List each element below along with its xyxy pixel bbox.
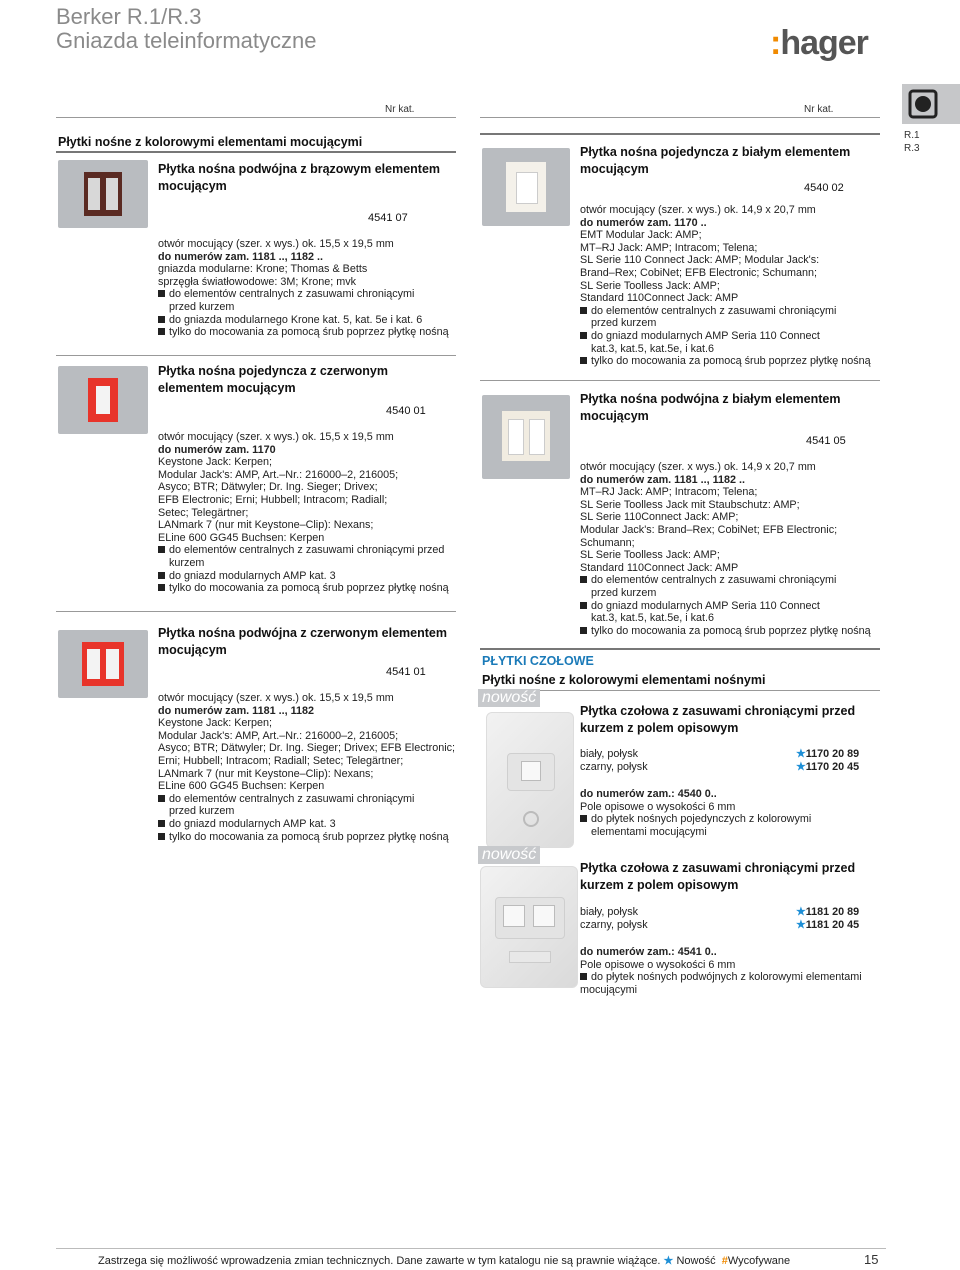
page-number: 15: [864, 1252, 879, 1267]
description-line: do gniazd modularnych AMP kat. 3: [158, 570, 449, 583]
description-line: do numerów zam.: 4541 0..: [580, 946, 717, 958]
description-line: przed kurzem: [591, 586, 657, 599]
description-line: kurzem: [169, 556, 205, 569]
sidebar-r1: R.1: [904, 130, 920, 141]
description-line: do płytek nośnych podwójnych z kolorowymi elementami: [580, 971, 862, 984]
description-line: otwór mocujący (szer. x wys.) ok. 15,5 x 19,5 mm: [158, 238, 394, 250]
description-line: otwór mocujący (szer. x wys.) ok. 15,5 x 19,5 mm: [158, 431, 394, 443]
divider: [56, 151, 456, 153]
description-line: do gniazd modularnych AMP kat. 3: [158, 818, 455, 831]
product-image-4541-05: [482, 395, 570, 479]
description-line: SL Serie Toolless Jack: AMP;: [580, 549, 720, 562]
variant-list: [580, 748, 648, 773]
product-title: Płytka czołowa z zasuwami chroniącymi przed kurzem z polem opisowym: [580, 861, 856, 892]
description-line: SL Serie Toolless Jack: AMP;: [580, 279, 720, 292]
nr-kat-right: Nr kat.: [804, 104, 834, 115]
description-line: do elementów centralnych z zasuwami chroniącymi: [158, 288, 449, 301]
description-line: Erni; Hubbell; Intracom; Radiall; Setec; Telegärtner;: [158, 754, 404, 767]
description-line: do płytek nośnych pojedynczych z kolorowymi: [580, 813, 811, 826]
footer-note: Zastrzega się możliwość wprowadzenia zmian technicznych. Dane zawarte w tym katalogu nie są prawnie wiążące. ★ Nowość #Wycofywane: [98, 1255, 791, 1267]
description-line: otwór mocujący (szer. x wys.) ok. 14,9 x 20,7 mm: [580, 204, 816, 216]
divider: [56, 355, 456, 356]
product-description: [580, 204, 871, 368]
description-line: do numerów zam. 1170: [158, 443, 276, 456]
product-image-4541-07: [58, 160, 148, 228]
product-description: [158, 692, 455, 843]
description-line: tylko do mocowania za pomocą śrub poprzez płytkę nośną: [158, 582, 449, 595]
nr-kat-left: Nr kat.: [385, 104, 415, 115]
variant-codes: ★1181 20 89 ★1181 20 45: [796, 906, 860, 931]
variant-row: czarny, połysk: [580, 760, 648, 773]
description-line: MT–RJ Jack: AMP; Intracom; Telena;: [580, 241, 758, 254]
description-line: do numerów zam.: 4540 0..: [580, 788, 717, 800]
star-icon: ★: [663, 1255, 674, 1267]
product-title: Płytka nośna podwójna z czerwonym elementem mocującym: [158, 626, 447, 657]
description-line: otwór mocujący (szer. x wys.) ok. 15,5 x 19,5 mm: [158, 692, 394, 704]
variant-codes: ★1170 20 89 ★1170 20 45: [796, 748, 860, 773]
front-plate-image-double: [480, 866, 578, 988]
description-line: Modular Jack's: AMP, Art.–Nr.: 216000–2, 216005;: [158, 729, 399, 742]
socket-icon: [904, 87, 944, 121]
divider: [480, 380, 880, 381]
description-line: Pole opisowe o wysokości 6 mm: [580, 958, 736, 971]
description-line: mocującymi: [580, 983, 637, 996]
description-line: Keystone Jack: Kerpen;: [158, 456, 273, 469]
description-line: ELine 600 GG45 Buchsen: Kerpen: [158, 780, 325, 793]
category-subheader: Płytki nośne z kolorowymi elementami nośnymi: [482, 673, 766, 687]
description-line: tylko do mocowania za pomocą śrub poprzez płytkę nośną: [580, 625, 871, 638]
product-image-4541-01: [58, 630, 148, 698]
product-code: 4541 07: [368, 212, 408, 224]
new-badge: nowość: [478, 689, 540, 707]
page-title-line1: Berker R.1/R.3: [56, 4, 202, 29]
description-line: EFB Electronic; Erni; Hubbell; Intracom; Radiall;: [158, 493, 388, 506]
description-line: LANmark 7 (nur mit Keystone–Clip): Nexans;: [158, 519, 374, 532]
description-line: kat.3, kat.5, kat.5e, i kat.6: [591, 612, 715, 625]
variant-row: biały, połysk: [580, 748, 639, 760]
description-line: Asyco; BTR; Dätwyler; Dr. Ing. Sieger; Drivex; EFB Electronic;: [158, 742, 455, 755]
star-icon: ★: [796, 748, 806, 760]
front-plate-image-single: [486, 712, 574, 848]
product-code: 4540 01: [386, 405, 426, 417]
description-line: do elementów centralnych z zasuwami chroniącymi: [580, 305, 871, 318]
description-line: SL Serie 110Connect Jack: AMP;: [580, 511, 739, 524]
star-icon: ★: [796, 918, 806, 931]
description-line: do gniazda modularnego Krone kat. 5, kat. 5e i kat. 6: [158, 314, 449, 327]
description-line: Brand–Rex; CobiNet; EFB Electronic; Schumann;: [580, 266, 818, 279]
category-header: PŁYTKI CZOŁOWE: [482, 654, 594, 668]
description-line: sprzęgła światłowodowe: 3M; Krone; mvk: [158, 275, 357, 288]
product-title: Płytka nośna pojedyncza z czerwonym elementem mocującym: [158, 364, 388, 395]
description-line: tylko do mocowania za pomocą śrub poprzez płytkę nośną: [580, 355, 871, 368]
section-header: Płytki nośne z kolorowymi elementami mocującymi: [58, 135, 363, 149]
description-line: tylko do mocowania za pomocą śrub poprzez płytkę nośną: [158, 326, 449, 339]
product-title: Płytka nośna podwójna z brązowym elementem mocującym: [158, 162, 441, 193]
product-description: [158, 238, 449, 339]
divider: [480, 117, 880, 118]
divider: [56, 611, 456, 612]
product-title: Płytka nośna podwójna z białym elementem mocującym: [580, 392, 841, 423]
description-line: LANmark 7 (nur mit Keystone–Clip): Nexans;: [158, 767, 374, 780]
description-line: Modular Jack's: Brand–Rex; CobiNet; EFB Electronic;: [580, 523, 838, 536]
description-line: elementami mocującymi: [591, 825, 707, 838]
description-line: gniazda modularne: Krone; Thomas & Betts: [158, 263, 368, 276]
star-icon: ★: [796, 760, 806, 773]
description-line: przed kurzem: [169, 805, 235, 818]
description-line: Schumann;: [580, 536, 635, 549]
description-line: EMT Modular Jack: AMP;: [580, 229, 702, 242]
description-line: przed kurzem: [591, 317, 657, 330]
description-line: Standard 110Connect Jack: AMP: [580, 561, 739, 574]
sidebar-tab: [902, 84, 960, 124]
star-icon: ★: [796, 906, 806, 918]
product-code: 4541 01: [386, 666, 426, 678]
product-title: Płytka czołowa z zasuwami chroniącymi przed kurzem z polem opisowym: [580, 704, 856, 735]
description-line: Keystone Jack: Kerpen;: [158, 717, 273, 730]
description-line: SL Serie 110 Connect Jack: AMP; Modular Jack's:: [580, 254, 820, 267]
description-line: Modular Jack's: AMP, Art.–Nr.: 216000–2, 216005;: [158, 468, 399, 481]
description-line: do elementów centralnych z zasuwami chroniącymi: [580, 574, 871, 587]
description-line: otwór mocujący (szer. x wys.) ok. 14,9 x 20,7 mm: [580, 461, 816, 473]
description-line: do elementów centralnych z zasuwami chroniącymi: [158, 793, 455, 806]
description-line: do numerów zam. 1181 .., 1182 ..: [580, 473, 746, 486]
divider: [480, 133, 880, 135]
description-line: do elementów centralnych z zasuwami chroniącymi przed: [158, 544, 449, 557]
product-description: [580, 461, 871, 637]
product-description: [158, 431, 449, 595]
product-title: Płytka nośna pojedyncza z białym elementem mocującym: [580, 145, 851, 176]
description-line: MT–RJ Jack: AMP; Intracom; Telena;: [580, 486, 758, 499]
hash-icon: #: [721, 1255, 728, 1267]
description-line: do numerów zam. 1181 .., 1182: [158, 704, 315, 717]
new-badge: nowość: [478, 846, 540, 864]
footer-divider: [56, 1248, 886, 1249]
page-title-line2: Gniazda teleinformatyczne: [56, 28, 317, 53]
description-line: kat.3, kat.5, kat.5e, i kat.6: [591, 342, 715, 355]
description-line: Pole opisowe o wysokości 6 mm: [580, 800, 736, 813]
sidebar-r3: R.3: [904, 143, 920, 154]
description-line: do gniazd modularnych AMP Seria 110 Connect: [580, 330, 871, 343]
description-line: do gniazd modularnych AMP Seria 110 Connect: [580, 600, 871, 613]
description-line: Standard 110Connect Jack: AMP: [580, 292, 739, 305]
legend-new: Nowość: [676, 1255, 716, 1267]
description-line: Setec; Telegärtner;: [158, 506, 249, 519]
description-line: przed kurzem: [169, 300, 235, 313]
divider: [56, 117, 456, 118]
variant-list: [580, 906, 648, 931]
product-code: 4541 05: [806, 435, 846, 447]
description-line: do numerów zam. 1170 ..: [580, 216, 707, 229]
description-line: tylko do mocowania za pomocą śrub poprzez płytkę nośną: [158, 831, 455, 844]
legend-withdrawn: Wycofywane: [727, 1255, 791, 1267]
variant-row: biały, połysk: [580, 906, 639, 918]
description-line: ELine 600 GG45 Buchsen: Kerpen: [158, 531, 325, 544]
product-image-4540-01: [58, 366, 148, 434]
description-line: Asyco; BTR; Dätwyler; Dr. Ing. Sieger; Drivex;: [158, 481, 378, 494]
description-line: do numerów zam. 1181 .., 1182 ..: [158, 250, 324, 263]
product-description: [580, 788, 811, 838]
product-image-4540-02: [482, 148, 570, 226]
product-code: 4540 02: [804, 182, 844, 194]
product-description: [580, 946, 862, 996]
divider: [480, 648, 880, 650]
description-line: SL Serie Toolless Jack mit Staubschutz: AMP;: [580, 498, 800, 511]
variant-row: czarny, połysk: [580, 918, 648, 931]
brand-logo: :hager: [770, 24, 868, 62]
